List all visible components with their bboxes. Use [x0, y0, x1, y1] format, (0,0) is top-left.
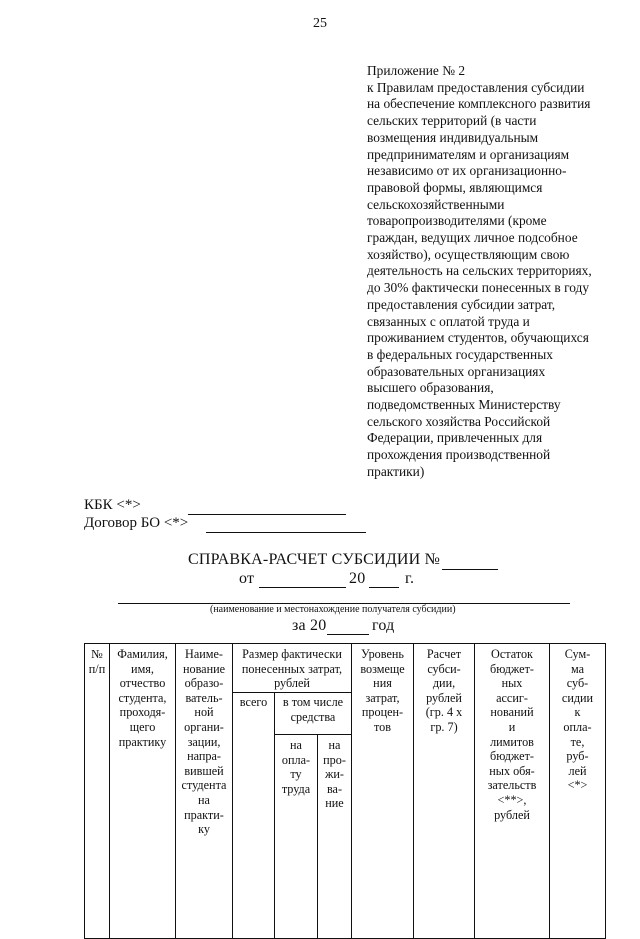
text-line: опла- [281, 752, 311, 767]
text-line: студента [181, 778, 227, 793]
date-line [259, 586, 346, 588]
text-line: и [508, 719, 516, 734]
text-line: щего [129, 719, 156, 734]
period-suffix: год [372, 617, 395, 634]
text-line: проходя- [119, 705, 166, 720]
text-line: на обеспечение комплексного развития [367, 96, 591, 112]
date-year-prefix: 20 [349, 570, 366, 587]
text-line: возмещения индивидуальным [367, 129, 539, 145]
text-line: лей [568, 763, 587, 778]
col-level-header [352, 644, 414, 939]
col-costs-header [233, 644, 352, 693]
text-line: зательств [487, 778, 537, 793]
text-line: руб- [566, 749, 589, 764]
text-line: подведомственных Министерству [367, 397, 561, 413]
text-line: нований [490, 705, 534, 720]
text-line: ние [325, 796, 344, 811]
text-line: ватель- [185, 690, 223, 705]
kbk-label: КБК <*> [84, 497, 141, 513]
text-line: проживанием студентов, обучающихся [367, 330, 589, 346]
text-line: студента, [118, 690, 167, 705]
text-line: правовой формы, являющимся [367, 179, 543, 195]
dogovor-line [206, 531, 366, 533]
text-line: органи- [184, 719, 224, 734]
text-line: средства [290, 709, 336, 724]
text-line: рублей [274, 676, 310, 691]
text-line: независимо от их организационно- [367, 163, 567, 179]
recipient-caption: (наименование и местонахождение получателя субсидии) [210, 604, 456, 615]
text-line: Уровень [361, 647, 404, 661]
text-line: образо- [184, 676, 224, 691]
col-organization-header [176, 644, 233, 939]
text-line: субси- [427, 661, 461, 676]
text-line: практику [118, 734, 167, 749]
col-calc-header [414, 644, 475, 939]
text-line: Расчет [426, 647, 462, 661]
col-housing-header [318, 735, 352, 939]
page-number: 25 [313, 16, 327, 31]
text-line: сидии [561, 690, 594, 705]
col-incl-header [275, 693, 352, 735]
text-line: ма [570, 661, 585, 676]
text-line: ту [290, 767, 302, 782]
text-line: сельских территорий (в части [367, 113, 537, 129]
text-line: затрат, [365, 690, 400, 705]
kbk-line [188, 513, 346, 515]
text-line: жи- [324, 767, 344, 782]
subsidy-table [84, 643, 606, 939]
col-number-header [85, 644, 110, 939]
text-line: Остаток [491, 647, 533, 661]
text-line: № [91, 647, 103, 661]
text-line: сельского хозяйства Российской [367, 413, 551, 429]
text-line: ния [373, 676, 392, 691]
text-line: вившей [184, 763, 224, 778]
text-line: ва- [326, 781, 343, 796]
text-line: на [198, 792, 210, 807]
col-subsidy-header [550, 644, 606, 939]
text-line: товаропроизводителями (кроме [367, 213, 547, 229]
text-line: суб- [566, 676, 589, 691]
text-line: Фамилия, [117, 647, 168, 661]
text-line: п/п [88, 661, 106, 676]
period-prefix: за 20 [292, 617, 327, 634]
date-year-suffix: г. [405, 570, 415, 587]
col-total-header: всего [233, 693, 275, 939]
text-line: к [574, 705, 581, 720]
text-line: на [328, 738, 341, 752]
text-line: до 30% фактически понесенных в году [367, 280, 590, 296]
text-line: тов [373, 719, 391, 734]
text-line: граждан, ведущих личное подсобное [367, 230, 578, 246]
text-line: те, [570, 734, 585, 749]
year-line [369, 586, 399, 588]
text-line: хозяйство), осуществляющим свою [367, 246, 570, 262]
text-line: Приложение № 2 [367, 63, 466, 78]
text-line: <*> [567, 778, 588, 793]
text-line: лимитов [490, 734, 534, 749]
text-line: зации, [187, 734, 221, 749]
text-line: рублей [426, 690, 462, 705]
text-line: ку [198, 822, 210, 837]
text-line: труда [281, 781, 311, 796]
text-line: рублей [494, 807, 530, 822]
text-line: деятельность на сельских территориях, [367, 263, 592, 279]
text-line: ных [501, 676, 523, 691]
text-line: имя, [131, 661, 154, 676]
text-line: прохождения производственной [367, 447, 551, 463]
text-line: к Правилам предоставления субсидии [367, 79, 585, 95]
dogovor-label: Договор БО <*> [84, 515, 189, 531]
text-line: сельскохозяйственными [367, 196, 505, 212]
text-line: напра- [187, 749, 221, 764]
text-line: практики) [367, 463, 425, 479]
text-line: Размер фактически [242, 647, 342, 661]
text-line: связанных с оплатой труда и [367, 313, 530, 329]
appendix-header [367, 63, 627, 481]
text-line: высшего образования, [367, 380, 494, 396]
document-title: СПРАВКА-РАСЧЕТ СУБСИДИИ № [188, 551, 441, 568]
date-from-label: от [239, 570, 255, 587]
text-line: возмеще [360, 661, 405, 676]
text-line: нование [182, 661, 226, 676]
text-line: практи- [184, 807, 224, 822]
text-line: <**>, [497, 792, 527, 807]
col-balance-header [475, 644, 550, 939]
text-line: на [290, 738, 302, 752]
text-line: опла- [563, 719, 592, 734]
col-labor-header [275, 735, 318, 939]
col-student-header [110, 644, 176, 939]
text-line: бюджет- [490, 749, 534, 764]
text-line: понесенных затрат, [241, 661, 343, 676]
text-line: процен- [361, 705, 404, 720]
text-line: Федерации, привлеченных для [367, 430, 543, 446]
text-line: бюджет- [490, 661, 534, 676]
text-line: Наиме- [185, 647, 223, 661]
text-line: предпринимателям и организациям [367, 146, 570, 162]
text-line: гр. 7) [430, 719, 458, 734]
text-line: в том числе [282, 695, 344, 709]
text-line: в федеральных государственных [367, 346, 553, 362]
text-line: предоставления субсидии затрат, [367, 296, 556, 312]
period-year-line [327, 633, 369, 635]
text-line: (гр. 4 х [425, 705, 463, 720]
text-line: ной [194, 705, 214, 720]
text-line: ассиг- [496, 690, 528, 705]
text-line: дии, [432, 676, 456, 691]
text-line: отчество [119, 676, 166, 691]
number-line [442, 568, 498, 570]
text-line: Сум- [564, 647, 591, 661]
text-line: образовательных организациях [367, 363, 546, 379]
text-line: про- [323, 752, 346, 767]
text-line: ных обя- [489, 763, 535, 778]
